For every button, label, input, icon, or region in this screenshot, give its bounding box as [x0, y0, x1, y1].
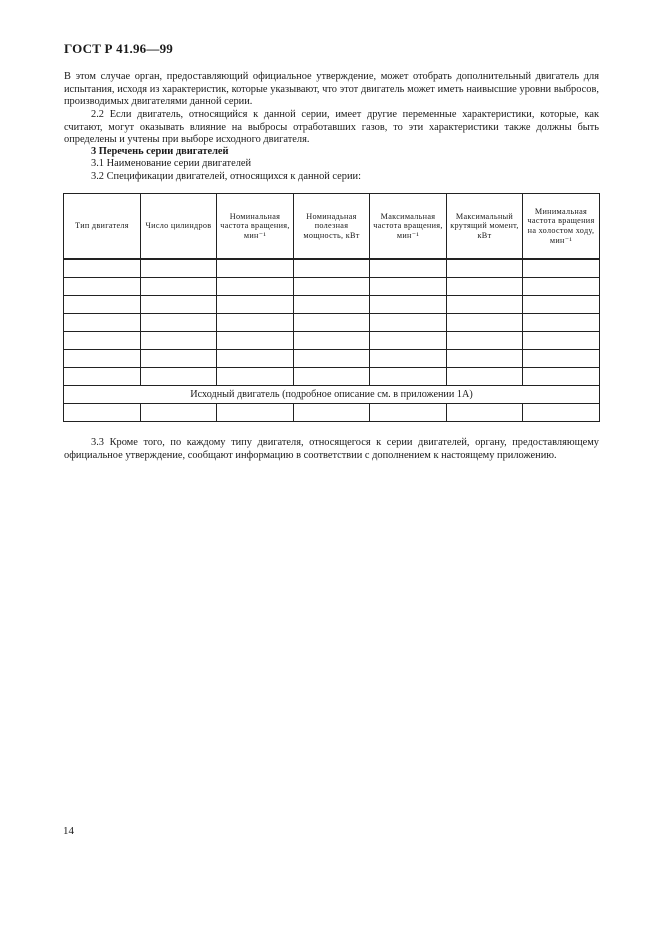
table-cell [64, 332, 141, 350]
table-row [64, 278, 600, 296]
reference-engine-row [64, 386, 600, 404]
table-cell [294, 278, 370, 296]
engine-specification-table [63, 193, 600, 422]
table-cell [64, 296, 141, 314]
table-cell [294, 368, 370, 386]
table-cell [370, 314, 447, 332]
table-cell [447, 296, 523, 314]
table-cell [447, 278, 523, 296]
table-row [64, 296, 600, 314]
table-cell [294, 296, 370, 314]
table-cell [217, 368, 294, 386]
table-cell [447, 314, 523, 332]
table-cell [141, 350, 217, 368]
table-row [64, 259, 600, 278]
table-row [64, 332, 600, 350]
reference-engine-label: Исходный двигатель (подробное описание см. в приложении 1А) [64, 386, 600, 404]
table-cell [370, 278, 447, 296]
table-cell [447, 259, 523, 278]
table-cell [217, 259, 294, 278]
table-cell [217, 278, 294, 296]
table-cell [141, 404, 217, 422]
table-cell [217, 314, 294, 332]
table-cell [294, 404, 370, 422]
table-cell [294, 332, 370, 350]
table-cell [141, 278, 217, 296]
table-cell [523, 296, 600, 314]
table-cell [141, 296, 217, 314]
column-header-idle-speed: Минимальная частота вращения на холостом ходу, мин⁻¹ [523, 194, 600, 260]
table-cell [217, 350, 294, 368]
table-cell [370, 259, 447, 278]
paragraph-3-3: 3.3 Кроме того, по каждому типу двигателя, относящегося к серии двигателей, органу, предоставляющему официальное утверждение, сообщают информацию в соответствии с дополнением к настоящему приложению. [64, 437, 599, 461]
table-cell [141, 259, 217, 278]
table-cell [523, 314, 600, 332]
table-cell [64, 404, 141, 422]
paragraph-intro: В этом случае орган, предоставляющий официальное утверждение, может отобрать дополнительный двигатель для испытания, исходя из характеристик, которые указывают, что этот двигатель может иметь наивысшие уровни выбросов, производимых двигателями данной серии. [64, 71, 599, 108]
table-cell [294, 350, 370, 368]
table-cell [447, 368, 523, 386]
table-cell [64, 259, 141, 278]
column-header-max-torque: Максимальный крутящий момент, кВт [447, 194, 523, 260]
table-cell [447, 332, 523, 350]
column-header-rated-power: Номинадьная полезная мощность, кВт [294, 194, 370, 260]
table-cell [523, 259, 600, 278]
table-cell [523, 350, 600, 368]
table-cell [370, 368, 447, 386]
page-number: 14 [63, 825, 74, 837]
table-cell [294, 314, 370, 332]
table-row [64, 350, 600, 368]
table-cell [64, 368, 141, 386]
table-cell [64, 278, 141, 296]
table-cell [370, 296, 447, 314]
table-cell [447, 350, 523, 368]
column-header-cylinders: Число цилиндров [141, 194, 217, 260]
table-row [64, 368, 600, 386]
table-cell [370, 404, 447, 422]
table-cell [370, 332, 447, 350]
item-3-2: 3.2 Спецификации двигателей, относящихся к данной серии: [91, 171, 361, 182]
section-3-heading: 3 Перечень серии двигателей [91, 146, 229, 157]
table-cell [141, 314, 217, 332]
table-row [64, 404, 600, 422]
document-code: ГОСТ Р 41.96—99 [64, 41, 173, 56]
table-cell [64, 314, 141, 332]
table-cell [141, 332, 217, 350]
item-3-1: 3.1 Наименование серии двигателей [91, 158, 252, 169]
table-header-row [64, 194, 600, 260]
column-header-rated-speed: Номинальная частота вращения, мин⁻¹ [217, 194, 294, 260]
table-cell [141, 368, 217, 386]
table-cell [523, 278, 600, 296]
table-cell [523, 368, 600, 386]
table-cell [523, 404, 600, 422]
table-cell [523, 332, 600, 350]
table-row [64, 314, 600, 332]
table-cell [294, 259, 370, 278]
column-header-engine-type: Тип двигателя [64, 194, 141, 260]
table-cell [217, 404, 294, 422]
table-cell [370, 350, 447, 368]
table-cell [447, 404, 523, 422]
table-cell [217, 296, 294, 314]
table-cell [217, 332, 294, 350]
column-header-max-speed: Максимальная частота вращения, мин⁻¹ [370, 194, 447, 260]
paragraph-2-2: 2.2 Если двигатель, относящийся к данной серии, имеет другие переменные характеристики, которые, как считают, могут оказывать влияние на выбросы отработавших газов, то эти характеристики также должны быть определены и учтены при выборе исходного двигателя. [64, 109, 599, 146]
table-cell [64, 350, 141, 368]
